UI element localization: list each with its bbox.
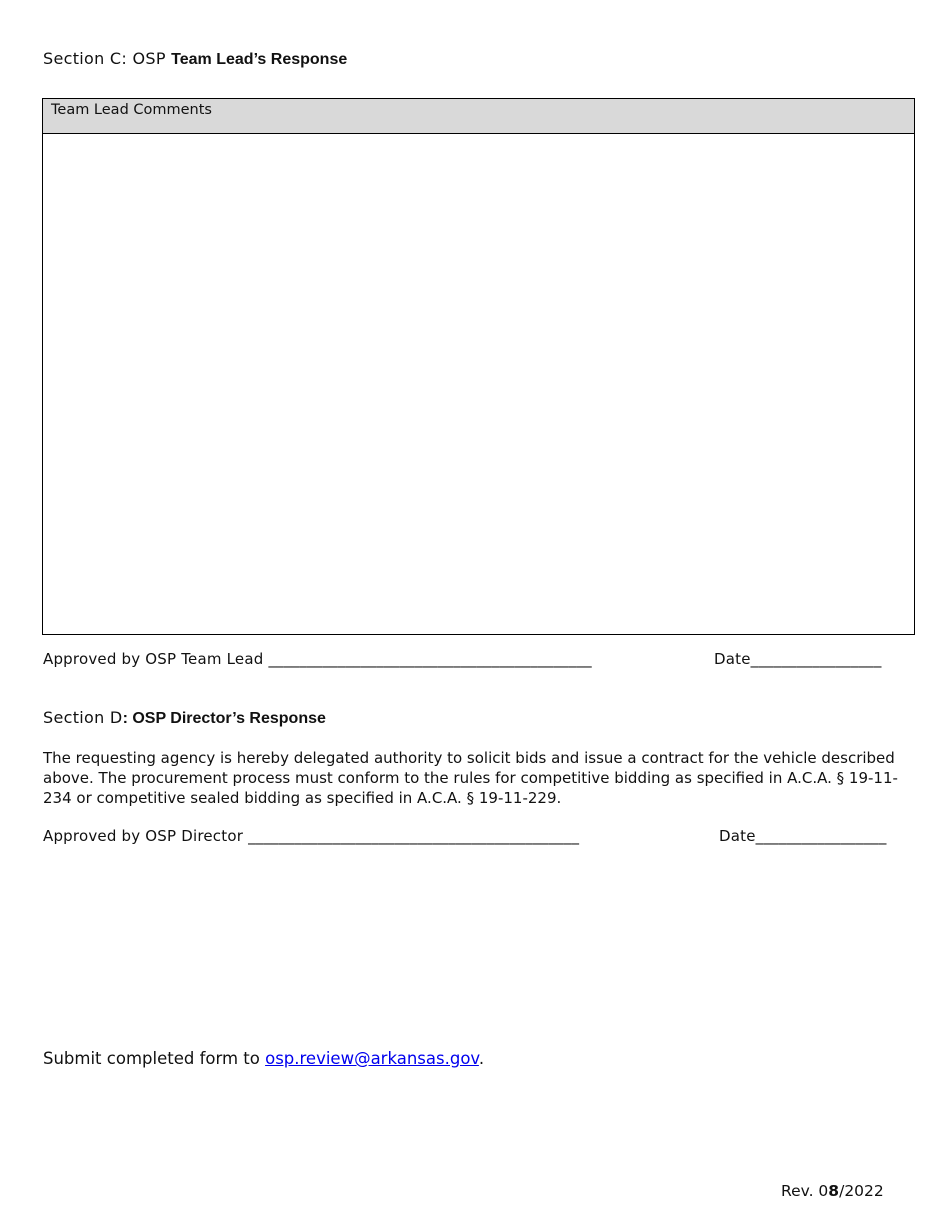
submit-text: Submit completed form to [43,1049,266,1068]
director-date-label: Date [719,827,756,845]
section-d-title: : OSP Director’s Response [122,710,326,727]
director-approval-row [43,827,579,845]
section-c-prefix: Section C: OSP [43,49,172,68]
team-lead-date-label: Date [714,650,751,668]
team-lead-comments-box [42,98,915,635]
director-date-row [719,827,887,845]
director-approval-label: Approved by OSP Director [43,827,244,845]
director-date-line[interactable]: _________________ [755,827,887,845]
director-signature-line[interactable]: ___________________________________________ [248,827,580,845]
team-lead-comments-header: Team Lead Comments [43,99,914,134]
rev-month: 8 [828,1182,840,1200]
rev-prefix: Rev. 0 [781,1182,829,1200]
delegation-paragraph: The requesting agency is hereby delegated authority to solicit bids and issue a contract for the vehicle described above. The procurement process must conform to the rules for competitive bidding as specified in A.C.A. § 19-11-234 or competitive sealed bidding as specified in A.C.A. § 19-11-229. [43,749,898,807]
team-lead-comments-field[interactable] [43,134,914,633]
submit-period: . [478,1049,485,1068]
section-d-heading [43,708,326,728]
team-lead-date-row [714,650,882,668]
team-lead-date-line[interactable]: _________________ [750,650,882,668]
section-d-prefix: Section D [43,708,123,727]
team-lead-approval-label: Approved by OSP Team Lead [43,650,264,668]
revision-label [781,1182,884,1200]
email-link[interactable]: osp.review@arkansas.gov [265,1049,479,1068]
team-lead-approval-row [43,650,592,668]
team-lead-signature-line[interactable]: __________________________________________ [268,650,592,668]
rev-year: /2022 [839,1182,884,1200]
section-c-heading [43,49,347,69]
submit-instructions [43,1049,484,1068]
section-c-title: Team Lead’s Response [171,51,348,68]
